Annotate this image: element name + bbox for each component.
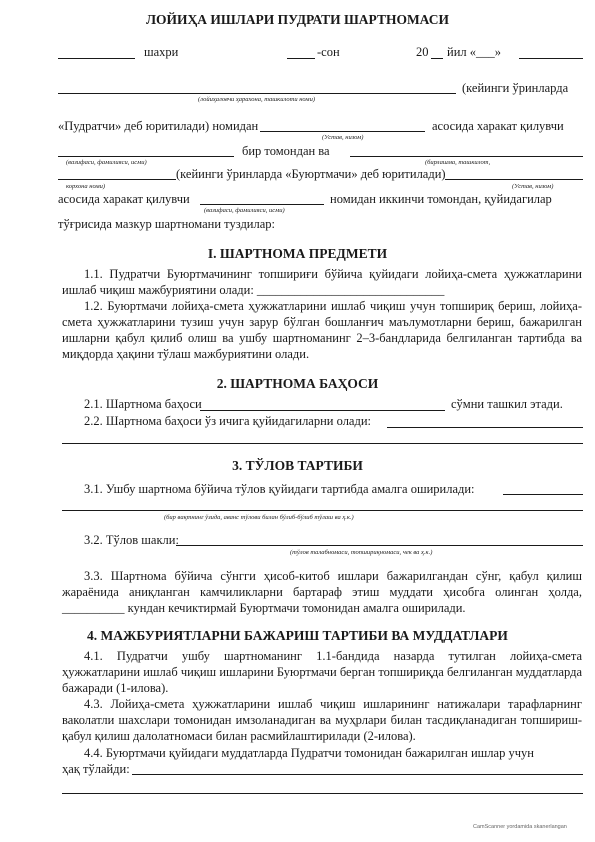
person-blank[interactable] [58,156,234,157]
org-blank[interactable] [58,93,456,94]
org-name-caption: корхона номи) [66,183,106,190]
clause-3-2-label: 3.2. Тўлов шакли: [84,533,179,547]
payment-terms-blank-2[interactable] [62,793,583,794]
section-3-title: 3. ТЎЛОВ ТАРТИБИ [232,458,363,473]
price-includes-blank-2[interactable] [62,443,583,444]
client-org-blank-2[interactable] [58,179,176,180]
month-blank[interactable] [519,58,583,59]
position-caption: (вазифаси, фамилияси, исми) [66,159,147,166]
charter-caption: (Устав, низом) [322,134,364,141]
city-blank[interactable] [58,58,135,59]
clause-2-1-suffix: сўмни ташкил этади. [451,397,563,411]
payment-form-caption: (тўлов талабномаси, топшириқномаси, чек ва ҳ.к.) [290,549,433,556]
document-title: ЛОЙИҲА ИШЛАРИ ПУДРАТИ ШАРТНОМАСИ [145,12,450,27]
clause-3-1-label: 3.1. Ушбу шартнома бўйича тўлов қуйидаги тартибда амалга оширилади: [84,482,475,496]
on-behalf-text: номидан иккинчи томондан, қуйидагилар [330,192,552,206]
clause-4-4-line2: ҳақ тўлайди: [62,762,130,776]
clause-3-3: 3.3. Шартнома бўйича сўнгги ҳисоб-китоб ишлари бажарилгандан сўнг, қабул қилиш жараёнида аниқланган камчиликларни бартараф этиш муддати ҳисобга олинган ҳолда, __________ кундан кечиктирмай Буюртмачи томонидан амалга оширилади. [62,569,582,615]
client-person-blank[interactable] [200,204,324,205]
client-org-blank[interactable] [350,156,583,157]
org-caption: (лойиҳаловчи ҳарахона, ташкилоти номи) [198,96,315,103]
section-2-title: 2. ШАРТНОМА БАҲОСИ [216,376,379,391]
number-label: -сон [317,45,340,59]
scanner-watermark: CamScanner yordamida skanerlangan [473,824,567,830]
contractor-named-text: «Пудратчи» деб юритилади) номидан [58,119,259,133]
clause-1-1: 1.1. Пудратчи Буюртмачининг топшириғи бўйича қуйидаги лойиҳа-смета ҳужжатларини ишлаб чиқиш мажбуриятини олади: ______________________________ [62,267,582,297]
client-org-caption: (бирлашма, ташкилот, [425,159,491,166]
clause-2-1-label: 2.1. Шартнома баҳоси [84,397,202,411]
city-label: шахри [144,45,179,59]
payment-order-blank-2[interactable] [62,510,583,511]
number-blank[interactable] [287,58,315,59]
contract-price-blank[interactable] [200,410,445,411]
payment-order-blank[interactable] [503,494,583,495]
payment-form-blank[interactable] [176,545,583,546]
position-caption-2: (вазифаси, фамилияси, исми) [204,207,285,214]
clause-4-1: 4.1. Пудратчи ушбу шартноманинг 1.1-бандида назарда тутилган лойиҳа-смета ҳужжатларини ишлаб чиқиш ишларини Буюртмачи берган топшириқда белгиланган муддатларда бажаради (1-илова). [62,649,582,695]
clause-4-3: 4.3. Лойиҳа-смета ҳужжатларини ишлаб чиқиш ишларининг натижалари тарафларнинг ваколатли шахслари томонидан имзоланадиган ва муҳрлари билан тасдиқланадиган топшириш-қабул қилиш далолатномаси билан расмийлаштирилади (2-илова). [62,697,582,743]
one-side-text: бир томондан ва [242,144,330,158]
year-label: 20 [416,45,429,59]
year-blank[interactable] [431,58,443,59]
payment-order-caption: (бир вақтнинг ўзида, аванс тўлови билан бўлиб-бўлиб тўлаш ва ҳ.к.) [164,514,354,521]
section-1-title: I. ШАРТНОМА ПРЕДМЕТИ [207,246,388,261]
client-charter-blank[interactable] [445,179,583,180]
clause-1-2: 1.2. Буюртмачи лойиҳа-смета ҳужжатларини ишлаб чиқиш учун топшириқ бериш, лойиҳа-смета ҳужжатларини тузиш учун зарур бўлган бошланғич маълумотларни бериш, бажарилган ишларни қабул қилиб олиш ва ушбу шартноманинг 2–3-бандларида белгиланган тартибда ва миқдорда ҳақини тўлаш мажбуриятини олади. [62,299,582,361]
clause-4-4-line1: 4.4. Буюртмачи қуйидаги муддатларда Пудратчи томонидан бажарилган ишлар учун [84,746,534,760]
client-named-text: (кейинги ўринларда «Буюртмачи» деб юритилади) [176,167,446,181]
conclusion-text: тўғрисида мазкур шартномани туздилар: [58,217,275,231]
based-on-text: асосида харакат қилувчи [432,119,564,133]
payment-terms-blank[interactable] [132,774,583,775]
later-text: (кейинги ўринларда [462,81,569,95]
charter-blank[interactable] [260,131,425,132]
section-4-title: 4. МАЖБУРИЯТЛАРНИ БАЖАРИШ ТАРТИБИ ВА МУДДАТЛАРИ [87,628,508,643]
clause-2-2-label: 2.2. Шартнома баҳоси ўз ичига қуйидагиларни олади: [84,414,371,428]
price-includes-blank[interactable] [387,427,583,428]
charter-caption-2: (Устав, низом) [512,183,554,190]
acting-text: асосида харакат қилувчи [58,192,190,206]
day-label: йил «___» [447,45,501,59]
